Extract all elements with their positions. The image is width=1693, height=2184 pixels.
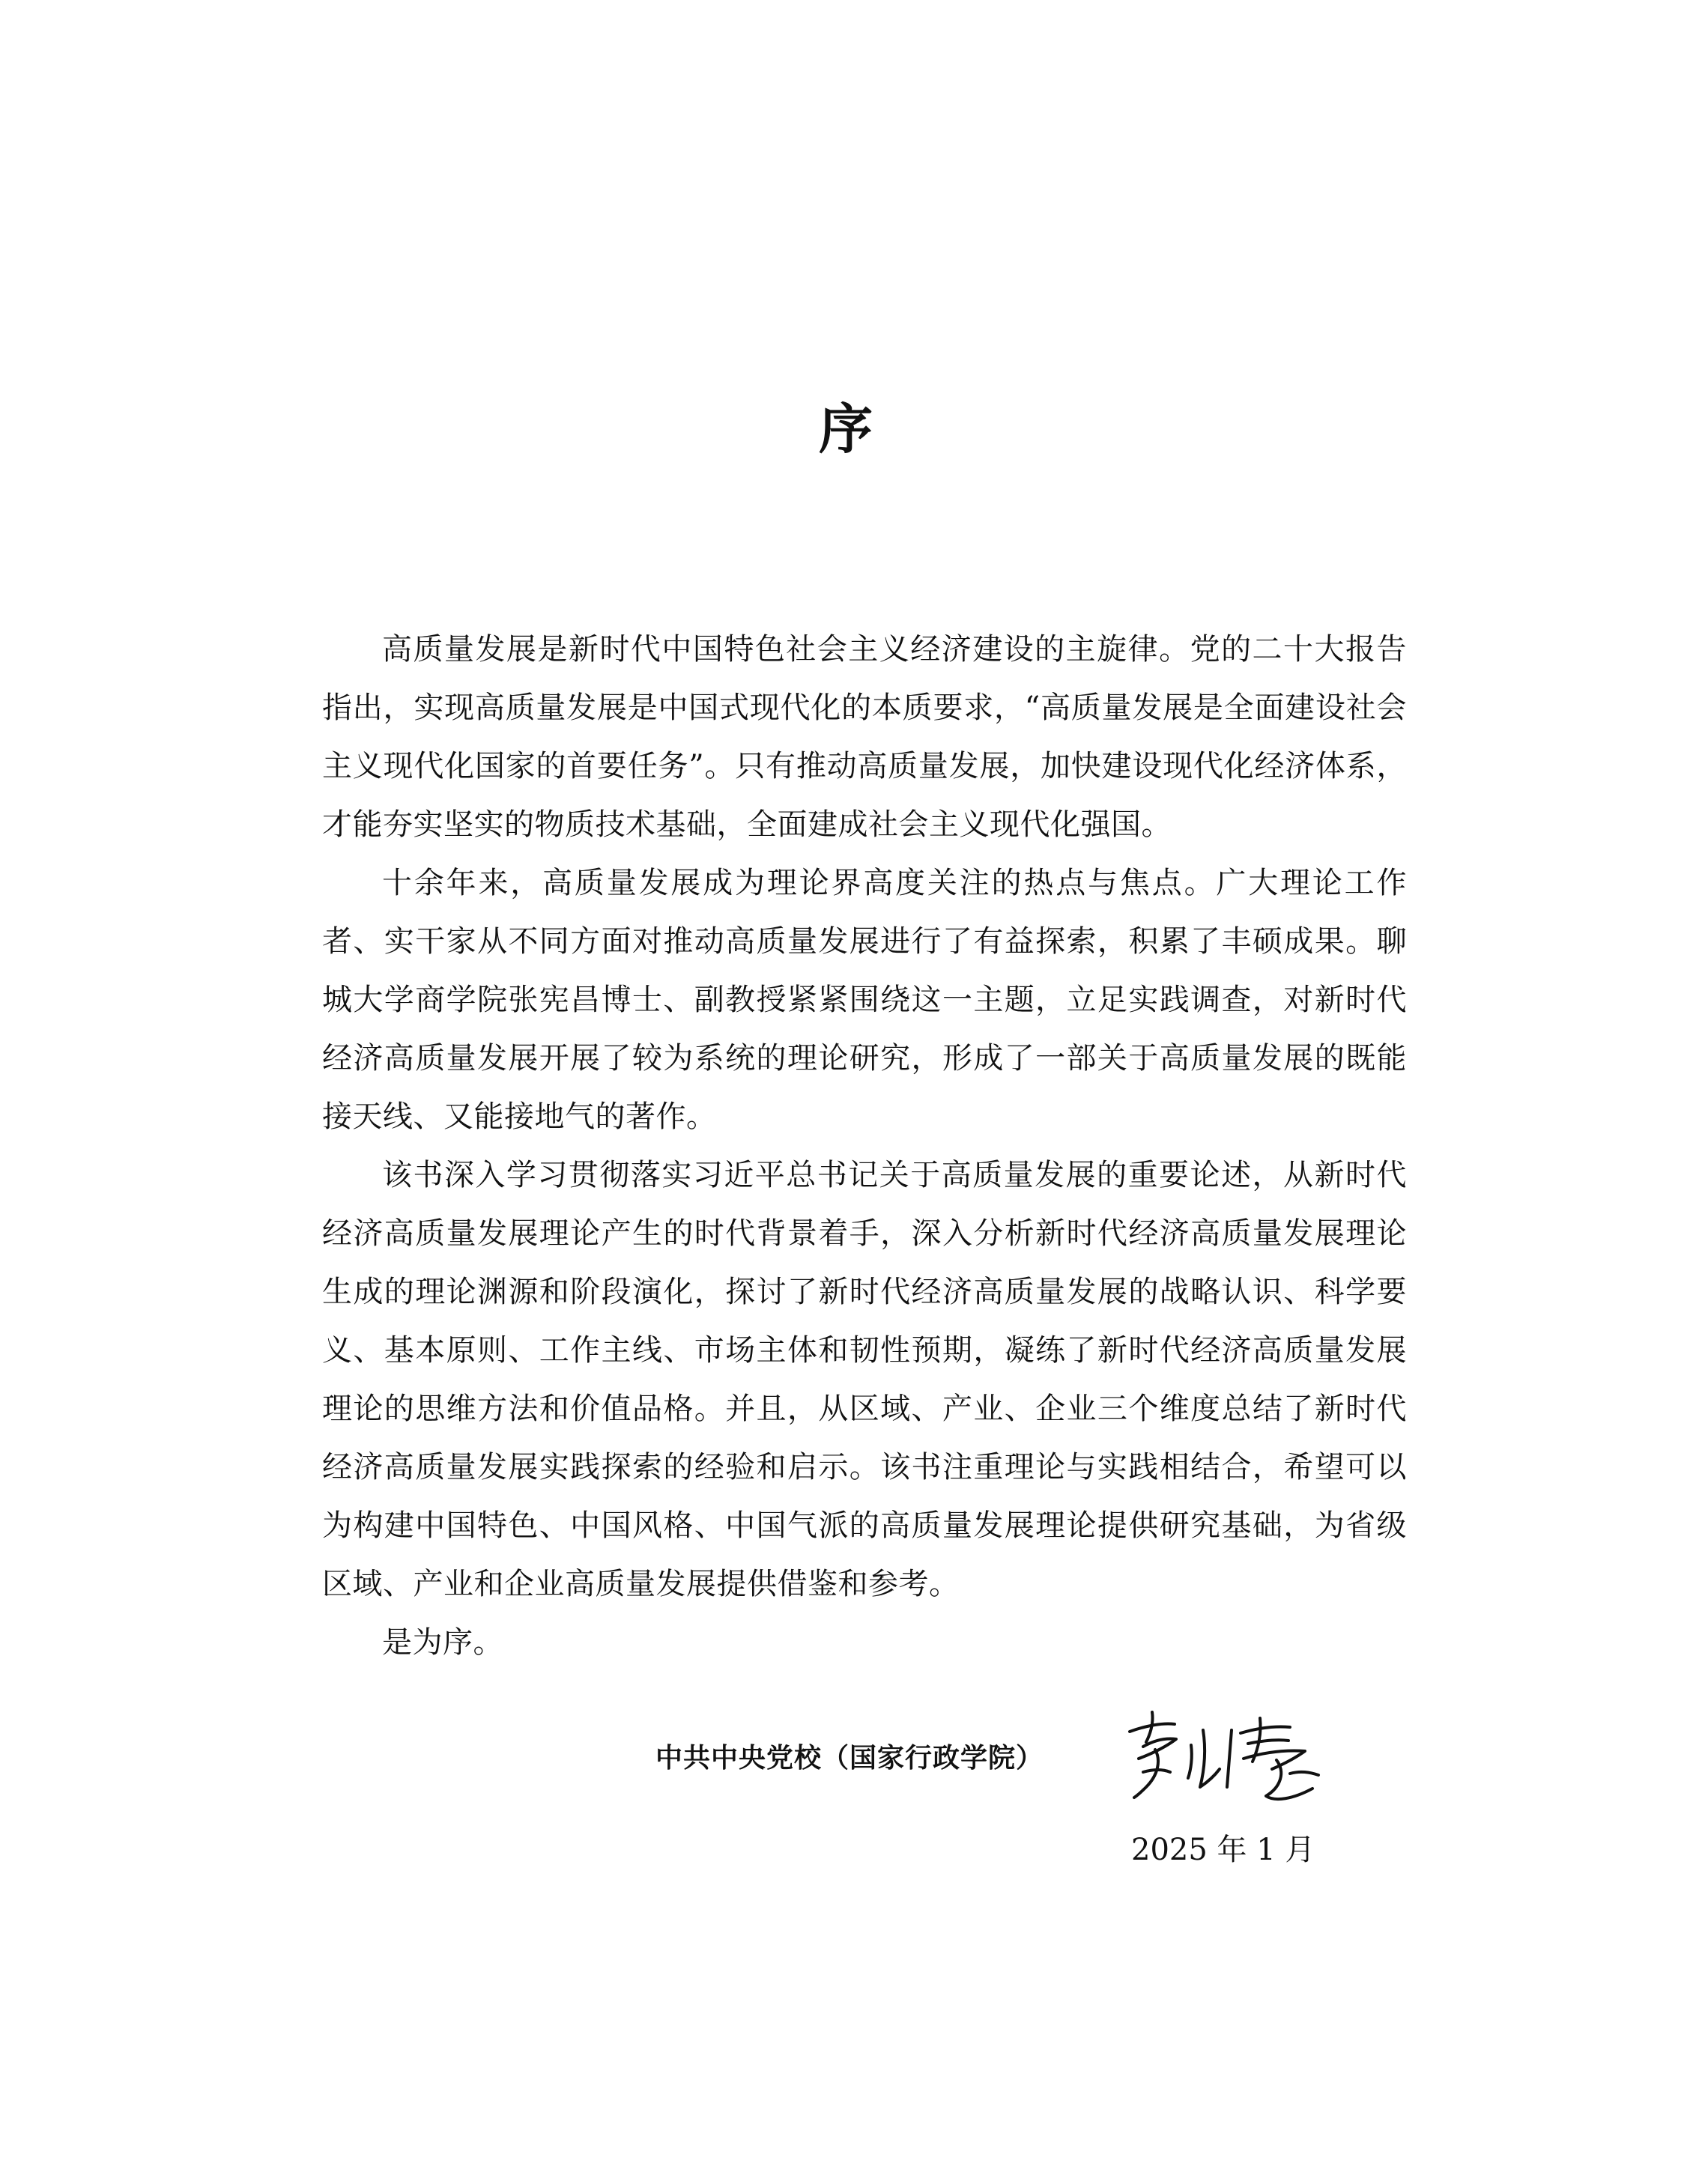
page-title: 序 (818, 397, 874, 461)
signoff-block (0, 1736, 1693, 1916)
paragraph-3: 该书深入学习贯彻落实习近平总书记关于高质量发展的重要论述，从新时代经济高质量发展理论产生的时代背景着手，深入分析新时代经济高质量发展理论生成的理论渊源和阶段演化，探讨了新时代经济高质量发展的战略认识、科学要义、基本原则、工作主线、市场主体和韧性预期，凝练了新时代经济高质量发展理论的思维方法和价值品格。并且，从区域、产业、企业三个维度总结了新时代经济高质量发展实践探索的经验和启示。该书注重理论与实践相结合，希望可以为构建中国特色、中国风格、中国气派的高质量发展理论提供研究基础，为省级区域、产业和企业高质量发展提供借鉴和参考。 (322, 1158, 1407, 1601)
author-institution: 中共中央党校（国家行政学院） (655, 1743, 1044, 1774)
paragraph-1: 高质量发展是新时代中国特色社会主义经济建设的主旋律。党的二十大报告指出，实现高质量发展是中国式现代化的本质要求，“高质量发展是全面建设社会主义现代化国家的首要任务”。只有推动高质量发展，加快建设现代化经济体系，才能夯实坚实的物质技术基础，全面建成社会主义现代化强国。 (322, 632, 1407, 842)
signoff-date: 2025 年 1 月 (1131, 1833, 1315, 1867)
paragraph-2: 十余年来，高质量发展成为理论界高度关注的热点与焦点。广大理论工作者、实干家从不同方面对推动高质量发展进行了有益探索，积累了丰硕成果。聊城大学商学院张宪昌博士、副教授紧紧围绕这一主题，立足实践调查，对新时代经济高质量发展开展了较为系统的理论研究，形成了一部关于高质量发展的既能接天线、又能接地气的著作。 (322, 866, 1407, 1134)
paragraph-4: 是为序。 (382, 1625, 503, 1660)
handwritten-signature (1116, 1700, 1341, 1827)
preface-body (322, 620, 1407, 1672)
